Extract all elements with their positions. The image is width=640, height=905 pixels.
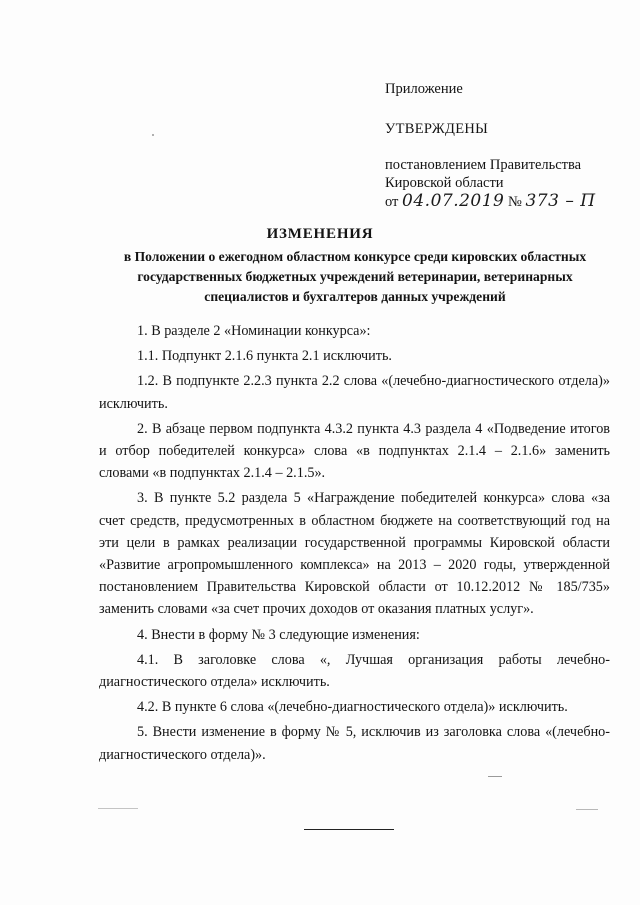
document-title: ИЗМЕНЕНИЯ: [266, 226, 374, 242]
handwritten-date: 04.07.2019: [402, 191, 505, 211]
approval-line-1: постановлением Правительства: [385, 157, 582, 173]
paragraph-1-2: 1.2. В подпункте 2.2.3 пункта 2.2 слова «(лечебно-диагностического отдела)» исключить.: [99, 373, 610, 412]
paragraph-2: 2. В абзаце первом подпункта 4.3.2 пункта 4.3 раздела 4 «Подведение итогов и отбор победителей конкурса» слова «в подпунктах 2.1.4 – 2.1.6» заменить словами «в подпунктах 2.1.4 – 2.1.5».: [99, 420, 610, 482]
paragraph-5: 5. Внести изменение в форму № 5, исключив из заголовка слова «(лечебно-диагностического отдела)».: [99, 724, 610, 763]
approved-label: УТВЕРЖДЕНЫ: [385, 121, 489, 137]
paragraph-4-1: 4.1. В заголовке слова «, Лучшая организация работы лечебно-диагностического отдела» исключить.: [99, 651, 610, 691]
scan-speck: [576, 809, 598, 810]
number-sign: №: [508, 194, 522, 210]
closing-rule: [304, 829, 394, 830]
handwritten-number: 373 – П: [525, 191, 596, 211]
document-body: [99, 320, 610, 766]
scan-speck: [98, 808, 138, 809]
approval-line-2: Кировской области: [385, 175, 504, 191]
paragraph-3: 3. В пункте 5.2 раздела 5 «Награждение победителей конкурса» слова «за счет средств, предусмотренных в областном бюджете на соответствующий год на эти цели в рамках реализации государственной программы Кировской области «Развитие агропромышленного комплекса» на 2013 – 2020 годы, утвержденной постановлением Правительства Кировской области от 10.12.2012 № 185/735» заменить словами «за счет прочих доходов от оказания платных услуг».: [99, 490, 610, 618]
paragraph-4-2: 4.2. В пункте 6 слова «(лечебно-диагностического отдела)» исключить.: [137, 699, 568, 716]
paragraph-1: 1. В разделе 2 «Номинации конкурса»:: [137, 323, 371, 339]
scan-speck: [488, 776, 502, 777]
approval-block: [385, 80, 625, 211]
paragraph-1-1: 1.1. Подпункт 2.1.6 пункта 2.1 исключить.: [137, 348, 392, 365]
appendix-label: Приложение: [385, 81, 463, 97]
paragraph-4: 4. Внести в форму № 3 следующие изменения:: [137, 626, 420, 643]
document-subtitle: в Положении о ежегодном областном конкурсе среди кировских областных государственных бюджетных учреждений ветеринарии, ветеринарных специалистов и бухгалтеров данных учреждений: [123, 249, 587, 304]
date-prefix: от: [385, 194, 399, 210]
scan-speck: [152, 134, 154, 136]
approval-date-line: [385, 192, 625, 211]
